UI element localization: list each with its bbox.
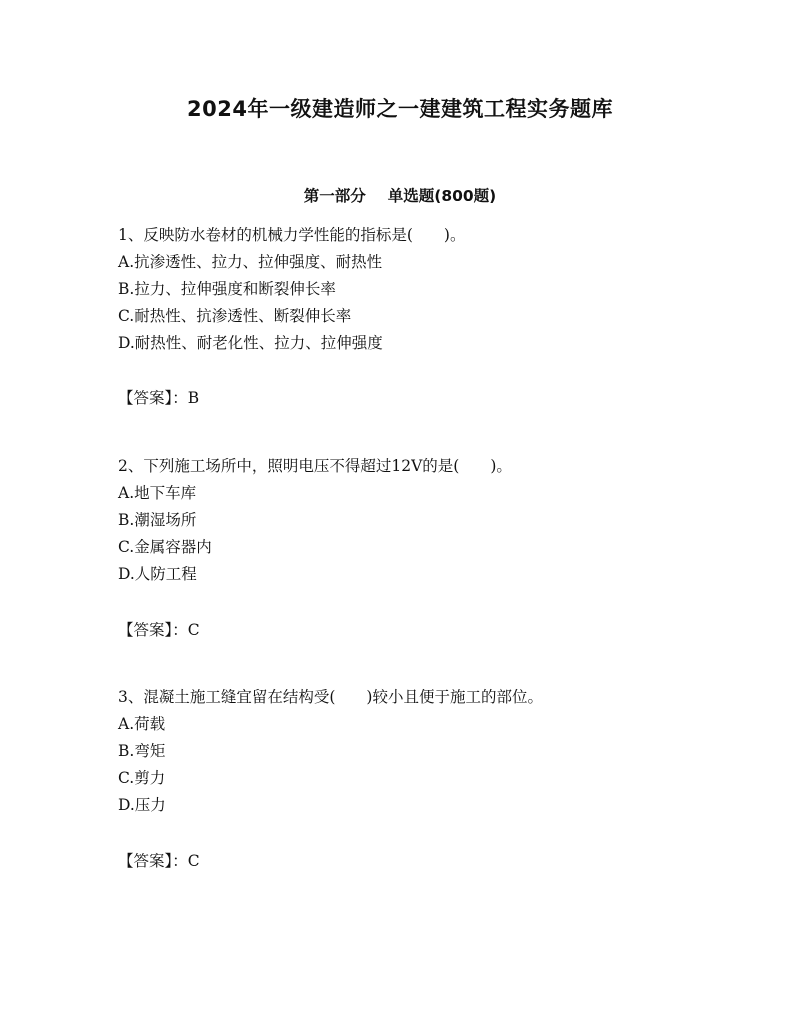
answer-label: 【答案】： [118,852,188,870]
option-a: A.抗渗透性、拉力、拉伸强度、耐热性 [118,253,383,271]
section-heading [0,184,800,206]
question-stem: 1、反映防水卷材的机械力学性能的指标是( )。 [118,226,466,244]
option-a: A.地下车库 [118,484,197,502]
option-d: D.耐热性、耐老化性、拉力、拉伸强度 [118,334,383,352]
option-d: D.人防工程 [118,565,197,583]
answer-2 [118,617,200,644]
option-b: B.拉力、拉伸强度和断裂伸长率 [118,280,336,298]
answer-3 [118,848,200,875]
option-c: C.剪力 [118,769,166,787]
answer-value: C [187,621,200,639]
answer-value: C [187,852,200,870]
question-1 [118,222,738,357]
answer-value: B [187,389,200,407]
option-b: B.弯矩 [118,742,166,760]
section-name: 单选题(800题) [387,187,497,205]
document-title: 2024年一级建造师之一建建筑工程实务题库 [187,97,613,121]
question-stem: 3、混凝土施工缝宜留在结构受( )较小且便于施工的部位。 [118,688,543,706]
answer-label: 【答案】： [118,621,188,639]
option-c: C.耐热性、抗渗透性、断裂伸长率 [118,307,352,325]
question-2 [118,453,738,588]
option-c: C.金属容器内 [118,538,212,556]
section-part: 第一部分 [303,187,366,205]
option-a: A.荷载 [118,715,166,733]
option-b: B.潮湿场所 [118,511,197,529]
answer-label: 【答案】： [118,389,188,407]
question-3 [118,684,738,819]
answer-1 [118,385,199,412]
question-stem: 2、下列施工场所中，照明电压不得超过12V的是( )。 [118,457,512,475]
option-d: D.压力 [118,796,166,814]
